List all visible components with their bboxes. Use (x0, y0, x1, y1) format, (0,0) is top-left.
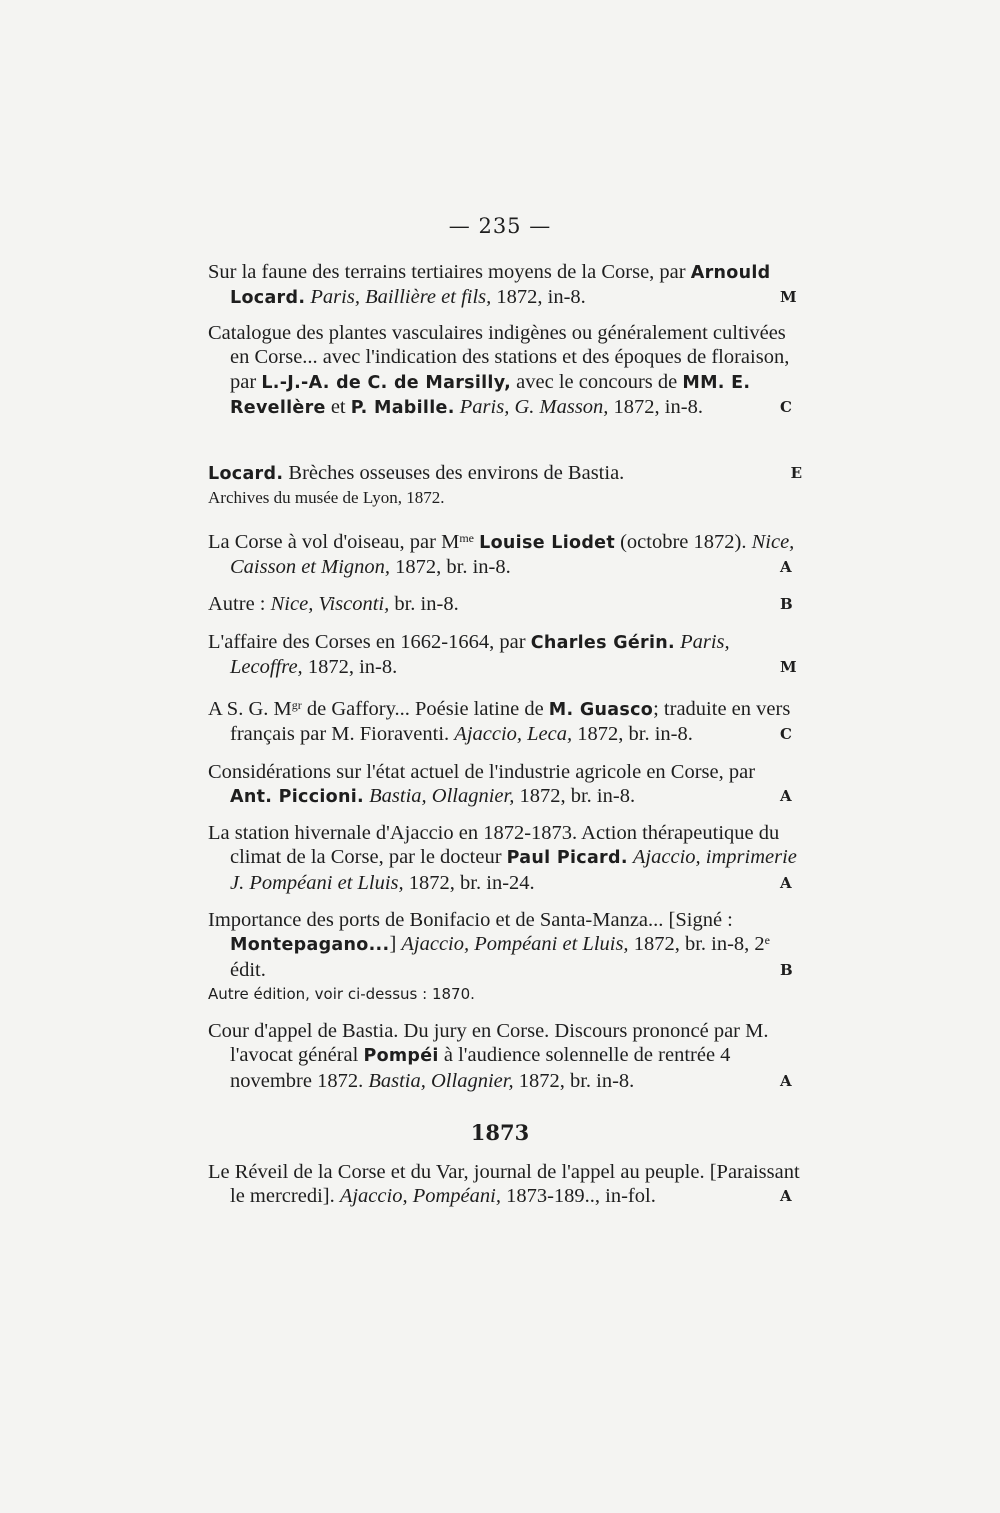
entry-text: ; traduite en vers français par M. Fioraventi. (230, 698, 791, 746)
entry-author: Locard. (208, 464, 284, 484)
entry-title: Brèches osseuses des environs de Bastia. (283, 462, 625, 484)
bibliography-entry: Le Réveil de la Corse et du Var, journal de l'appel au peuple. [Paraissant le mercredi]. Ajaccio, Pompéani, 1873-189.., in-fol. A (208, 1161, 800, 1208)
entry-title: La station hivernale d'Ajaccio en 1872-1873. Action thérapeutique du climat de la Corse, par le docteur (208, 822, 780, 869)
entry-publisher: Paris, Lecoffre, (230, 631, 730, 679)
entry-title: Autre : (208, 593, 271, 615)
bibliography-entry: Autre : Nice, Visconti, br. in-8. B (208, 593, 793, 615)
entry-author: L.-J.-A. de C. de Marsilly, (261, 372, 512, 393)
entry-details: 1872, in-8. (491, 286, 586, 309)
entry-author: Louise Liodet (479, 533, 615, 553)
entry-author: Ant. Piccioni. (230, 787, 365, 808)
superscript: e (764, 933, 770, 948)
entry-details: 1872, br. in-8, 2 (628, 933, 765, 956)
bibliography-entry: Importance des ports de Bonifacio et de Santa-Manza... [Signé : Montepagano...] Ajaccio, Pompéani et Lluis, 1872, br. in-8, 2e édit. B Autre édition, voir ci-dessus : 1870. (208, 908, 802, 1006)
entry-publisher: Bastia, Ollagnier, (369, 785, 515, 808)
entry-publisher: Bastia, Ollagnier, (368, 1069, 514, 1092)
entry-title: La Corse à vol d'oiseau, par M (208, 531, 460, 553)
superscript: me (459, 531, 475, 545)
entry-title: Le Réveil de la Corse et du Var, journal de l'appel au peuple. [Paraissant le mercredi]. (208, 1161, 800, 1208)
entry-title: Sur la faune des terrains tertiaires moyens de la Corse, par (208, 261, 691, 283)
entry-details: 1872, in-8. (302, 656, 398, 679)
entry-note: Archives du musée de Lyon, 1872. (208, 488, 445, 508)
entry-text: avec le concours de (511, 370, 683, 393)
bibliography-entry (208, 461, 802, 511)
entry-author: Montepagano... (230, 935, 390, 956)
entry-author: Paul Picard. (506, 848, 628, 869)
entry-author: Charles Gérin. (530, 633, 675, 653)
entry-author: M. Guasco (548, 700, 654, 720)
entry-publisher: Ajaccio, Pompéani et Lluis, (401, 933, 629, 956)
year-heading: 1873 (470, 1120, 530, 1145)
entry-details: 1872, br. in-8. (572, 723, 693, 746)
entry-author: Arnould Locard. (230, 263, 771, 309)
bibliography-entry: Catalogue des plantes vasculaires indigènes ou généralement cultivées en Corse... avec l'indication des stations et des époques de floraison, par L.-J.-A. de C. de Marsilly, avec le concours de MM. E. Revellère et P. Mabille. Paris, G. Masson, 1872, in-8. C (208, 322, 792, 418)
entry-details: 1873-189.., in-fol. (500, 1185, 656, 1208)
entry-note: Autre édition, voir ci-dessus : 1870. (208, 984, 475, 1003)
entry-title: Catalogue des plantes vasculaires indigènes ou généralement cultivées en Corse... avec l'indication des stations et des époques de floraison, par (208, 322, 790, 393)
bibliography-entry: Considérations sur l'état actuel de l'industrie agricole en Corse, par Ant. Piccioni. Bastia, Ollagnier, 1872, br. in-8. A (208, 761, 792, 808)
entry-details: 1872, br. in-8. (390, 556, 511, 579)
entry-details: 1872, br. in-8. (513, 1069, 635, 1092)
entry-title: Considérations sur l'état actuel de l'industrie agricole en Corse, par (208, 761, 756, 783)
entry-text: et (325, 395, 351, 418)
entry-text: (octobre 1872). (614, 531, 752, 553)
bibliography-entry: L'affaire des Corses en 1662-1664, par Charles Gérin. Paris, Lecoffre, 1872, in-8. M (208, 631, 797, 679)
bibliography-entry: La Corse à vol d'oiseau, par $M^{me}$ Louise Liodet (octobre 1872). Nice, Caisson et Mignon, 1872, br. in-8. A (208, 531, 795, 579)
entry-text: à l'audience solennelle de rentrée 4 novembre 1872. (230, 1044, 731, 1092)
entry-publisher: Nice, Visconti, (270, 593, 390, 615)
bibliography-entry: Cour d'appel de Bastia. Du jury en Corse. Discours prononcé par M. l'avocat général Pompéi à l'audience solennelle de rentrée 4 novembre 1872. Bastia, Ollagnier, 1872, br. in-8. A (208, 1020, 792, 1092)
entry-details: br. in-8. (389, 593, 459, 615)
entry-publisher: Ajaccio, imprimerie J. Pompéani et Lluis, (230, 846, 797, 894)
entry-publisher: Ajaccio, Pompéani, (339, 1185, 501, 1208)
entry-publisher: Ajaccio, Leca, (454, 723, 573, 746)
bibliography-entry: La station hivernale d'Ajaccio en 1872-1873. Action thérapeutique du climat de la Corse, par le docteur Paul Picard. Ajaccio, imprimerie J. Pompéani et Lluis, 1872, br. in-24. A (208, 822, 797, 894)
entry-author: P. Mabille. (350, 397, 455, 418)
entry-text: de Gaffory... Poésie latine de (301, 698, 549, 720)
entry-details: édit. (230, 958, 266, 981)
entry-title: Importance des ports de Bonifacio et de Santa-Manza... [Signé : (208, 909, 733, 931)
bibliography-entry: A S. G. $M^{gr}$ de Gaffory... Poésie latine de M. Guasco; traduite en vers français par M. Fioraventi. Ajaccio, Leca, 1872, br. in-8. C (208, 698, 792, 746)
entry-title: L'affaire des Corses en 1662-1664, par (208, 631, 531, 653)
entry-author: Pompéi (363, 1046, 439, 1067)
library-code: E (790, 464, 802, 482)
entry-publisher: Nice, Caisson et Mignon, (230, 531, 795, 579)
entry-text: ] (389, 933, 402, 956)
superscript: gr (291, 698, 302, 712)
entry-details: 1872, br. in-8. (514, 785, 636, 808)
entry-title: A S. G. M (208, 698, 292, 720)
entry-details: 1872, br. in-24. (403, 871, 535, 894)
page-number: — 235 — (448, 214, 552, 238)
entry-details: 1872, in-8. (608, 395, 703, 418)
entry-author: MM. E. Revellère (230, 372, 751, 418)
entry-title: Cour d'appel de Bastia. Du jury en Corse. Discours prononcé par M. l'avocat général (208, 1020, 769, 1067)
entry-publisher: Paris, G. Masson, (459, 395, 609, 418)
entry-publisher: Paris, Baillière et fils, (310, 286, 492, 309)
bibliography-entry: Sur la faune des terrains tertiaires moyens de la Corse, par Arnould Locard. Paris, Baillière et fils, 1872, in-8. M (208, 261, 797, 309)
